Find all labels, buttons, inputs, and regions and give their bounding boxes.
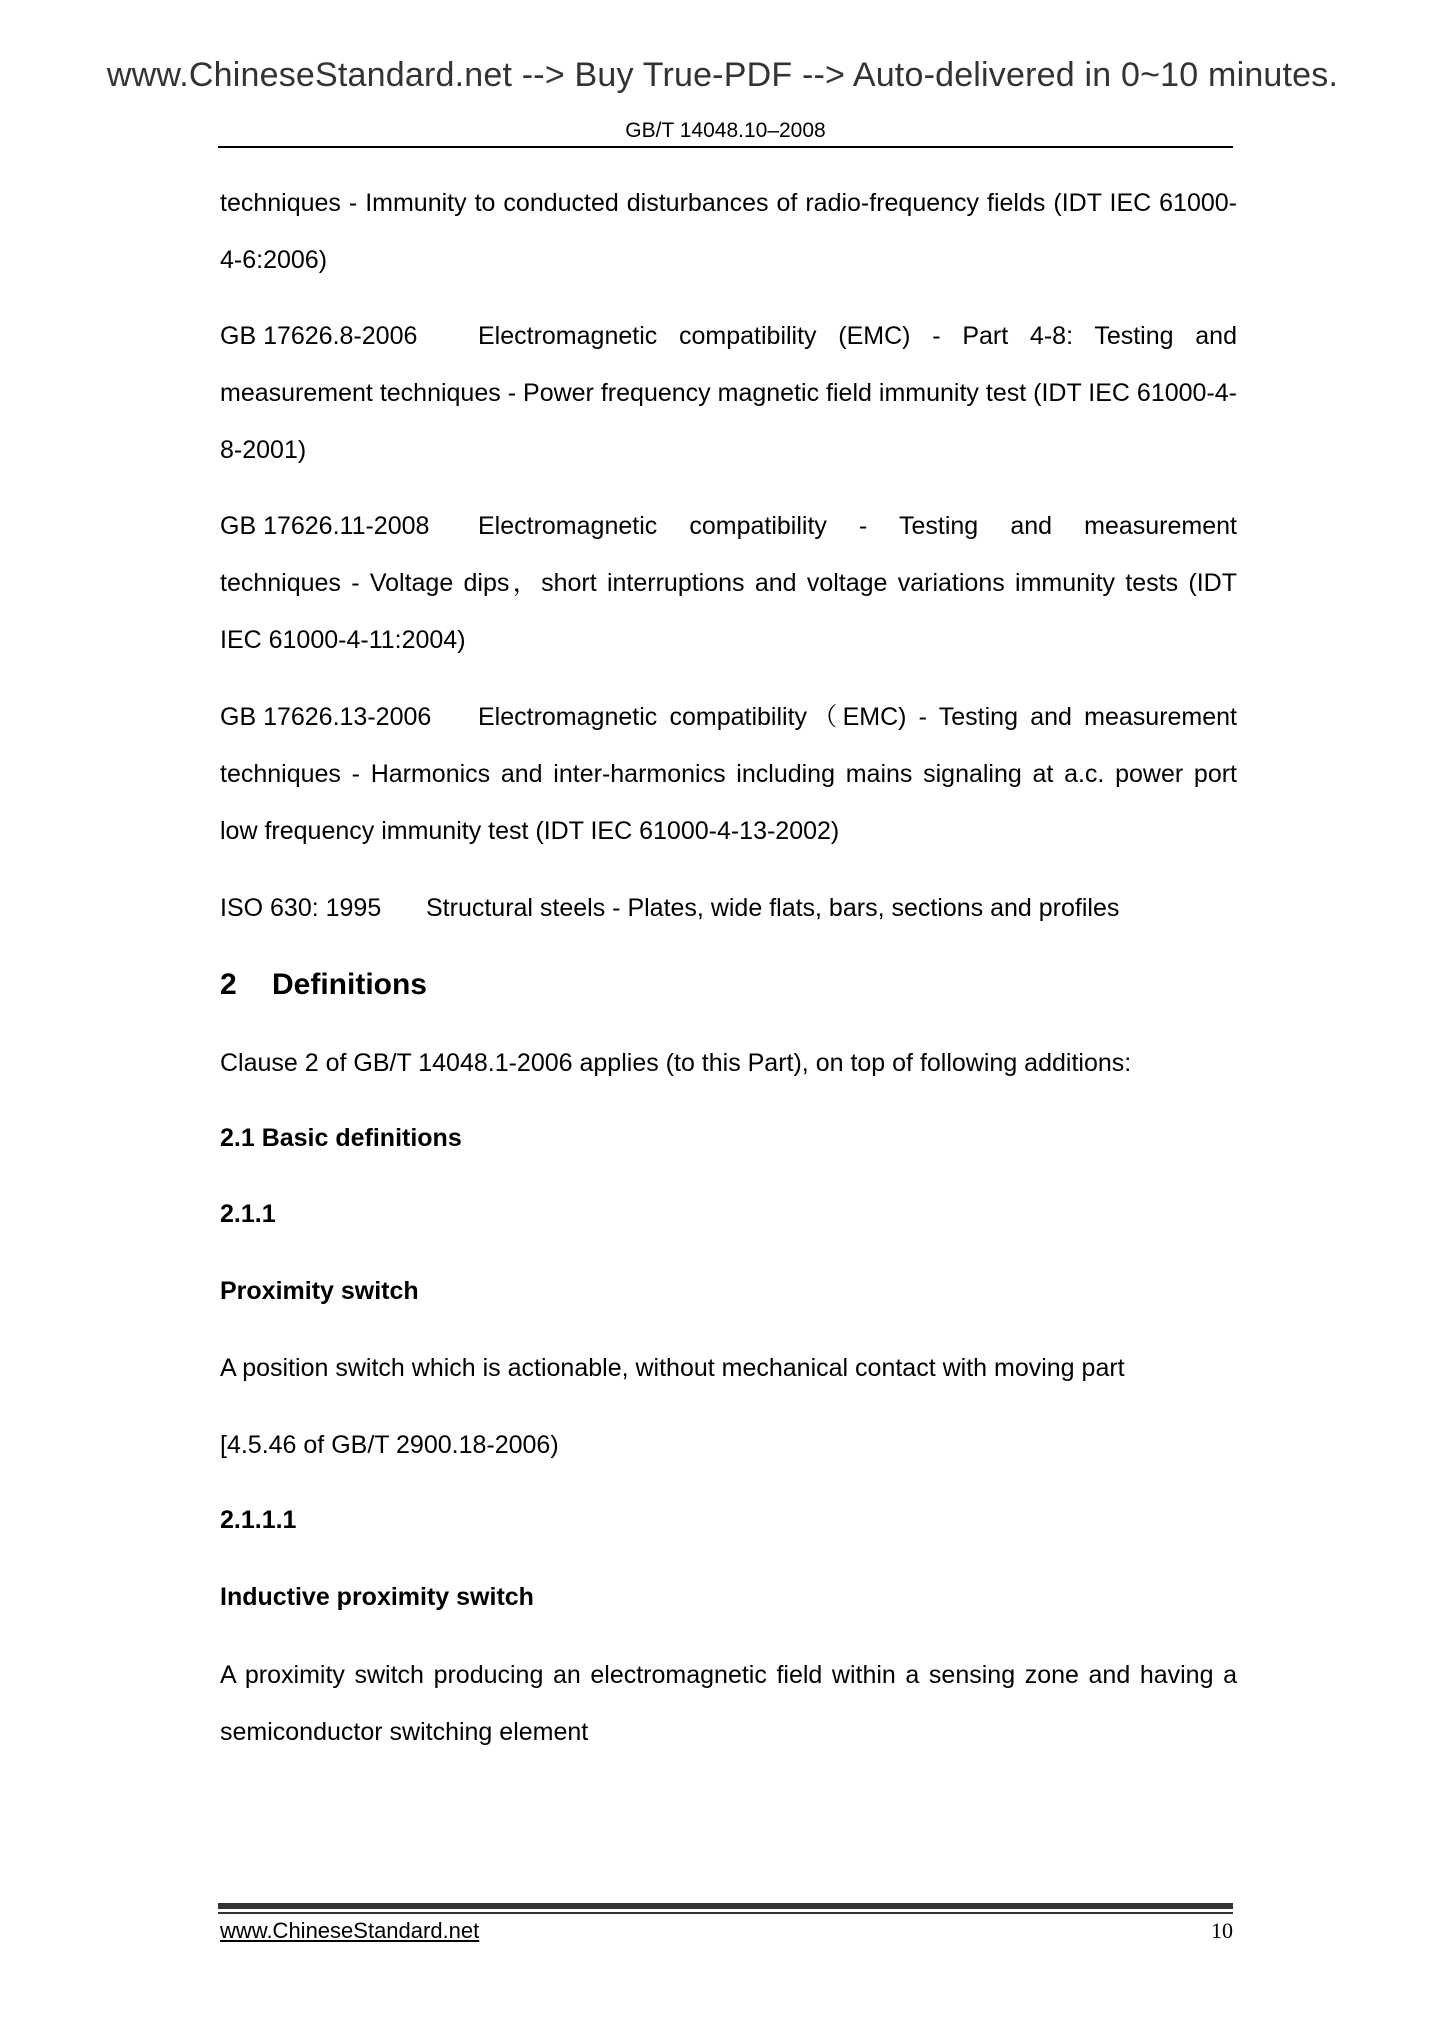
footer-website-link[interactable]: www.ChineseStandard.net xyxy=(220,1918,480,1943)
reference-item xyxy=(220,308,1237,479)
term-definition: A proximity switch producing an electromagnetic field within a sensing zone and having a semiconductor switching element xyxy=(220,1661,1237,1746)
reference-item xyxy=(220,689,1237,860)
term-name: Inductive proximity switch xyxy=(220,1583,534,1611)
reference-text: Electromagnetic compatibility (EMC) - Part 4-8: Testing and measurement techniques - Power frequency magnetic field immunity test (IDT IEC 61000-4-8-2001) xyxy=(220,322,1237,464)
reference-text: Electromagnetic compatibility（EMC) - Testing and measurement techniques - Harmonics and inter-harmonics including mains signaling at a.c. power port low frequency immunity test (IDT IEC 61000-4-13-2002) xyxy=(220,703,1237,845)
term-number: 2.1.1 xyxy=(220,1200,276,1228)
reference-id: ISO 630: 1995 xyxy=(220,894,382,922)
page-number: 10 xyxy=(1211,1918,1233,1943)
footer-rule xyxy=(218,1912,1233,1914)
reference-item xyxy=(220,498,1237,669)
term-source: [4.5.46 of GB/T 2900.18-2006) xyxy=(220,1431,559,1459)
term-number: 2.1.1.1 xyxy=(220,1506,297,1534)
reference-continuation: techniques - Immunity to conducted disturbances of radio-frequency fields (IDT IEC 61000-4-6:2006) xyxy=(220,189,1237,274)
subsection-heading: 2.1 Basic definitions xyxy=(220,1124,462,1152)
reference-id: GB 17626.13-2006 xyxy=(220,703,432,731)
section-number: 2 xyxy=(220,968,237,1001)
reference-text: Electromagnetic compatibility - Testing and measurement techniques - Voltage dips，short interruptions and voltage variations immunity tests (IDT IEC 61000-4-11:2004) xyxy=(220,512,1237,654)
reference-id: GB 17626.11-2008 xyxy=(220,512,430,540)
term-definition: A position switch which is actionable, without mechanical contact with moving part xyxy=(220,1354,1125,1382)
top-banner: www.ChineseStandard.net --> Buy True-PDF --> Auto-delivered in 0~10 minutes. xyxy=(106,56,1339,94)
standard-header: GB/T 14048.10–2008 xyxy=(625,119,826,142)
reference-item xyxy=(220,880,1237,937)
term-name: Proximity switch xyxy=(220,1277,419,1305)
section-heading xyxy=(220,968,427,1002)
section-title: Definitions xyxy=(272,968,427,1001)
reference-text: Structural steels - Plates, wide flats, bars, sections and profiles xyxy=(426,894,1120,922)
footer-rule xyxy=(218,1903,1233,1909)
reference-id: GB 17626.8-2006 xyxy=(220,322,418,350)
section-intro: Clause 2 of GB/T 14048.1-2006 applies (to this Part), on top of following additions: xyxy=(220,1049,1132,1077)
